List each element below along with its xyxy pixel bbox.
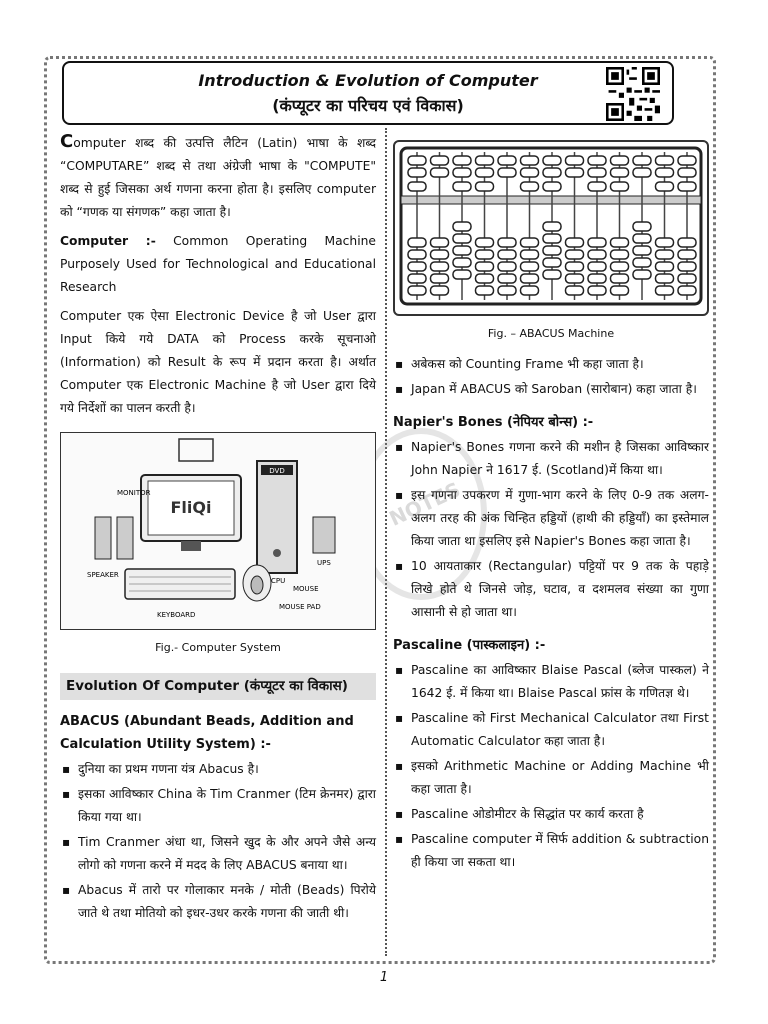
abacus-bead [566, 168, 584, 177]
abacus-bead [543, 222, 561, 231]
abacus-bead [498, 274, 516, 283]
abacus-illustration [395, 142, 707, 310]
abacus-bead [431, 156, 449, 165]
abacus-bead [633, 156, 651, 165]
mouse-label: MOUSE [293, 585, 319, 593]
abacus-bead [521, 238, 539, 247]
abacus-bead [476, 262, 494, 271]
abacus-bead [408, 262, 426, 271]
abacus-bead [633, 246, 651, 255]
abacus-bead [453, 168, 471, 177]
abacus-bead [656, 274, 674, 283]
abacus-bead [498, 156, 516, 165]
abacus-bead [476, 286, 494, 295]
list-item: ▪ दुनिया का प्रथम गणना यंत्र Abacus है। [60, 758, 376, 781]
abacus-bead [543, 168, 561, 177]
abacus-bead [543, 234, 561, 243]
abacus-bead [588, 168, 606, 177]
mouse-pad-label: MOUSE PAD [279, 603, 321, 611]
pascaline-heading: Pascaline (पास्कलाइन) :- [393, 638, 546, 653]
abacus-bead [408, 168, 426, 177]
acronym-text: Common Operating Machine Purposely Used for Technological and Educational Research [60, 234, 376, 294]
abacus-bead [678, 286, 696, 295]
abacus-bead [498, 238, 516, 247]
computer-system-illustration [61, 433, 375, 627]
abacus-bead [656, 262, 674, 271]
abacus-bead [431, 274, 449, 283]
abacus-bead [611, 286, 629, 295]
abacus-bead [566, 262, 584, 271]
list-item: ▪ Pascaline का आविष्कार Blaise Pascal (ब्लेज पास्कल) ने 1642 ई. में किया था। Blaise Pascal फ्रांस के गणितज्ञ थे। [393, 659, 709, 705]
abacus-bead [611, 262, 629, 271]
list-item: ▪ इसका आविष्कार China के Tim Cranmer (टिम क्रेनमर) द्वारा किया गया था। [60, 783, 376, 829]
abacus-bead [566, 274, 584, 283]
abacus-bead [476, 250, 494, 259]
abacus-bead [588, 274, 606, 283]
abacus-bead [521, 156, 539, 165]
title-english: Introduction & Evolution of Computer [198, 71, 538, 90]
abacus-bead [656, 156, 674, 165]
abacus-caption: Fig. – ABACUS Machine [487, 327, 615, 340]
abacus-list [60, 758, 376, 925]
abacus-bead [588, 238, 606, 247]
abacus-bead [588, 286, 606, 295]
abacus-bead [566, 286, 584, 295]
abacus-bead [678, 274, 696, 283]
computer-system-caption: Fig.- Computer System [155, 641, 281, 654]
abacus-bead [476, 238, 494, 247]
left-column [60, 130, 376, 929]
abacus-bead [678, 250, 696, 259]
monitor-label: MONITOR [117, 489, 151, 497]
abacus-bead [656, 168, 674, 177]
dvd-label: DVD [269, 467, 285, 475]
brand-text: FliQi [170, 498, 212, 517]
page-number: 1 [379, 970, 389, 985]
title-hindi: (कंप्यूटर का परिचय एवं विकास) [272, 96, 464, 115]
list-item: ▪ Pascaline computer में सिर्फ addition & subtraction ही किया जा सकता था। [393, 828, 709, 874]
abacus-bead [453, 270, 471, 279]
abacus-bead [656, 182, 674, 191]
qr-code-icon [606, 67, 660, 121]
abacus-bead [611, 238, 629, 247]
watermark-text: NOTES [385, 477, 464, 531]
abacus-bead [521, 286, 539, 295]
abacus-bead [588, 182, 606, 191]
list-item: ▪ अबेकस को Counting Frame भी कहा जाता है। [393, 353, 709, 376]
abacus-bead [588, 156, 606, 165]
abacus-bead [408, 156, 426, 165]
abacus-bead [611, 168, 629, 177]
abacus-bead [633, 222, 651, 231]
abacus-bead [408, 250, 426, 259]
definition-paragraph: Computer एक ऐसा Electronic Device है जो User द्वारा Input किये गये DATA को Process करके सूचनाओ (Information) को Result के रूप में प्रदान करता है। अर्थात Computer एक Electronic Machine है जो User द्वारा दिये गये निर्देशों का पालन करती है। [60, 309, 376, 415]
abacus-bead [611, 250, 629, 259]
abacus-bead [656, 250, 674, 259]
abacus-bead [476, 274, 494, 283]
abacus-bead [453, 182, 471, 191]
abacus-bead [431, 286, 449, 295]
abacus-bead [453, 234, 471, 243]
abacus-bead [453, 222, 471, 231]
cpu-label: CPU [271, 577, 286, 585]
abacus-bead [408, 182, 426, 191]
abacus-bead [453, 156, 471, 165]
abacus-bead [678, 262, 696, 271]
list-item: ▪ Napier's Bones गणना करने की मशीन है जिसका आविष्कार John Napier ने 1617 ई. (Scotland)में किया था। [393, 436, 709, 482]
abacus-bead [476, 182, 494, 191]
abacus-bead [408, 286, 426, 295]
abacus-bead [543, 182, 561, 191]
abacus-bead [453, 258, 471, 267]
column-divider [385, 128, 387, 956]
abacus-bead [611, 156, 629, 165]
acronym-paragraph [60, 230, 376, 299]
abacus-bead [431, 238, 449, 247]
abacus-bead [543, 156, 561, 165]
abacus-bead [498, 286, 516, 295]
right-column [393, 130, 709, 878]
abacus-bead [656, 238, 674, 247]
abacus-extra-list [393, 353, 709, 401]
abacus-bead [678, 182, 696, 191]
abacus-bead [611, 182, 629, 191]
abacus-bead [431, 168, 449, 177]
list-item: ▪ 10 आयताकार (Rectangular) पट्टियों पर 9 तक के पहाड़े लिखे होते थे जिनसे जोड़, घटाव, व दशमलव संख्या का गुणा आसानी से हो जाता था। [393, 555, 709, 624]
abacus-bead [431, 262, 449, 271]
list-item: ▪ Pascaline ओडोमीटर के सिद्धांत पर कार्य करता है [393, 803, 709, 826]
abacus-bead [521, 182, 539, 191]
abacus-bead [611, 274, 629, 283]
abacus-bead [633, 168, 651, 177]
list-item: ▪ इसको Arithmetic Machine or Adding Machine भी कहा जाता है। [393, 755, 709, 801]
abacus-bead [566, 156, 584, 165]
acronym-label: Computer :- [60, 234, 156, 248]
evolution-heading: Evolution Of Computer (कंप्यूटर का विकास) [60, 673, 376, 700]
list-item: ▪ Abacus में तारो पर गोलाकार मनके / मोती (Beads) पिरोये जाते थे तथा मोतियो को इधर-उधर करके गणना की जाती थी। [60, 879, 376, 925]
abacus-bead [588, 250, 606, 259]
abacus-bead [521, 262, 539, 271]
list-item: ▪ इस गणना उपकरण में गुणा-भाग करने के लिए 0-9 तक अलग-अलग तरह की अंक चिन्हित हड्डियों (हाथी की हड्डियाँ) का इस्तेमाल किया जाता था इसलिए इसे Napier's Bones कहा जाता है। [393, 484, 709, 553]
keyboard-label: KEYBOARD [157, 611, 196, 619]
abacus-bead [543, 270, 561, 279]
abacus-bead [633, 270, 651, 279]
computer-system-figure [60, 432, 376, 630]
abacus-bead [543, 258, 561, 267]
abacus-bead [633, 258, 651, 267]
abacus-bead [656, 286, 674, 295]
abacus-bead [678, 156, 696, 165]
abacus-bead [566, 238, 584, 247]
abacus-bead [431, 250, 449, 259]
abacus-bead [408, 274, 426, 283]
abacus-bead [498, 250, 516, 259]
abacus-bead [678, 168, 696, 177]
abacus-bead [521, 250, 539, 259]
abacus-bead [633, 234, 651, 243]
napier-heading: Napier's Bones (नेपियर बोन्स) :- [393, 415, 594, 430]
napier-list [393, 436, 709, 624]
abacus-bead [498, 168, 516, 177]
abacus-bead [521, 168, 539, 177]
list-item: ▪ Tim Cranmer अंधा था, जिसने खुद के और अपने जैसे अन्य लोगो को गणना करने में मदद के लिए ABACUS बनाया था। [60, 831, 376, 877]
abacus-bead [521, 274, 539, 283]
abacus-bead [588, 262, 606, 271]
list-item: ▪ Pascaline को First Mechanical Calculator तथा First Automatic Calculator कहा जाता है। [393, 707, 709, 753]
abacus-heading: ABACUS (Abundant Beads, Addition and Calculation Utility System) :- [60, 714, 354, 752]
abacus-bead [678, 238, 696, 247]
title-box [62, 61, 674, 125]
abacus-bead [566, 250, 584, 259]
abacus-bead [543, 246, 561, 255]
abacus-bead [408, 238, 426, 247]
pascaline-list [393, 659, 709, 874]
abacus-bead [453, 246, 471, 255]
intro-paragraph: Computer शब्द की उत्पत्ति लैटिन (Latin) भाषा के शब्द “COMPUTARE” शब्द से तथा अंग्रेजी भाषा के "COMPUTE" शब्द से हुई जिसका अर्थ गणना करना होता है। इसलिए computer को “गणक या संगणक” कहा जाता है। [60, 131, 376, 219]
abacus-bead [476, 156, 494, 165]
abacus-figure [393, 140, 709, 316]
abacus-bead [476, 168, 494, 177]
ups-label: UPS [317, 559, 331, 567]
abacus-bead [498, 262, 516, 271]
list-item: ▪ Japan में ABACUS को Saroban (सारोबान) कहा जाता है। [393, 378, 709, 401]
speaker-label: SPEAKER [87, 571, 119, 579]
